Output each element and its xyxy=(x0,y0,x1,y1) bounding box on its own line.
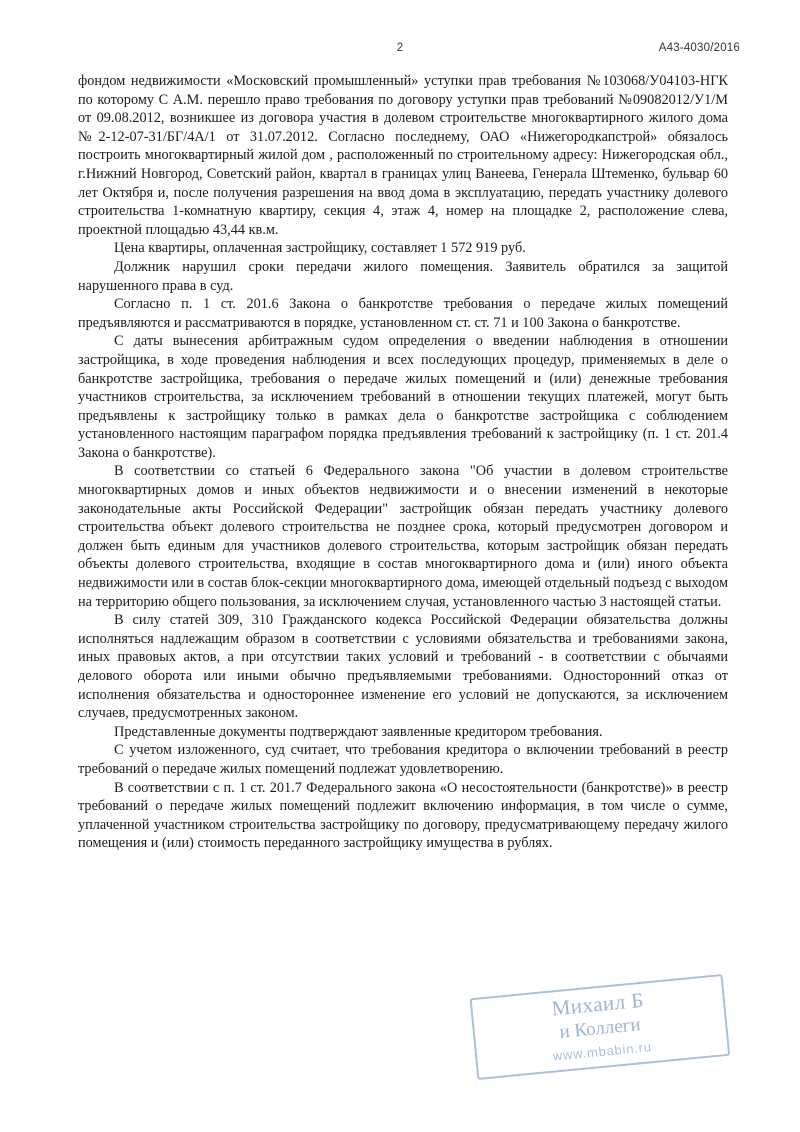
paragraph: Цена квартиры, оплаченная застройщику, составляет 1 572 919 руб. xyxy=(114,240,526,257)
page-number: 2 xyxy=(396,42,404,54)
paragraph: Должник нарушил сроки передачи жилого помещения. Заявитель обратился за защитой нарушенного права в суд. xyxy=(78,258,728,294)
page-header xyxy=(0,42,800,58)
paragraph: В соответствии с п. 1 ст. 201.7 Федерального закона «О несостоятельности (банкротстве)» в реестр требований о передаче жилых помещений подлежит включению информация, в том числе о сумме, уплаченной участником строительства застройщику по договору, предусматривающему передачу жилого помещения и (или) стоимость переданного застройщику имущества в рублях. xyxy=(78,779,728,852)
paragraph: С учетом изложенного, суд считает, что требования кредитора о включении требований в реестр требований о передаче жилых помещений подлежат удовлетворению. xyxy=(78,742,728,777)
stamp-subtitle: и Коллеги xyxy=(558,1014,642,1043)
paragraph: Представленные документы подтверждают заявленные кредитором требования. xyxy=(114,723,603,740)
stamp-url: www.mbabin.ru xyxy=(552,1039,653,1064)
paragraph: фондом недвижимости «Московский промышленный» уступки прав требования №103068/У04103-НГК по которому С А.М. перешло право требования по договору уступки прав требований №09082012/У1/М от 09.08.2012, возникшее из договора участия в долевом строительстве многоквартирного жилого дома №2-12-07-31/БГ/4А/1 от 31.07.2012. Согласно последнему, ОАО «Нижегородкапстрой» обязалось построить многоквартирный жилой дом , расположенный по строительному адресу: Нижегородская обл., г.Нижний Новгород, Советский район, квартал в границах улиц Ванеева, Генерала Штеменко, бульвар 60 лет Октября и, после получения разрешения на ввод дома в эксплуатацию, передать участнику долевого строительства 1-комнатную квартиру, секция 4, этаж 4, номер на площадке 2, расположение слева, проектной площадью 43,44 кв.м. xyxy=(78,73,728,238)
paragraph: Согласно п. 1 ст. 201.6 Закона о банкротстве требования о передаче жилых помещений предъявляются и рассматриваются в порядке, установленном ст. ст. 71 и 100 Закона о банкротстве. xyxy=(78,296,728,331)
document-body xyxy=(78,72,728,853)
stamp-border xyxy=(470,974,731,1080)
paragraph: С даты вынесения арбитражным судом определения о введении наблюдения в отношении застройщика, в ходе проведения наблюдения и всех последующих процедур, применяемых в деле о банкротстве застройщика, требования о передаче жилых помещений и (или) денежные требования участников строительства, за исключением требований в отношении текущих платежей, могут быть предъявлены к застройщику только в рамках дела о банкротстве застройщика с соблюдением установленного настоящим параграфом порядка предъявления требований к застройщику (п. 1 ст. 201.4 Закона о банкротстве). xyxy=(78,333,728,461)
paragraph: В силу статей 309, 310 Гражданского кодекса Российской Федерации обязательства должны исполняться надлежащим образом в соответствии с условиями обязательства и требованиями закона, иных правовых актов, а при отсутствии таких условий и требований - в соответствии с обычаями делового оборота или иными обычно предъявляемыми требованиями. Односторонний отказ от исполнения обязательства и одностороннее изменение его условий не допускаются, за исключением случаев, предусмотренных законом. xyxy=(78,612,728,722)
paragraph: В соответствии со статьей 6 Федерального закона "Об участии в долевом строительстве многоквартирных домов и иных объектов недвижимости и о внесении изменений в некоторые законодательные акты Российской Федерации" застройщик обязан передать участнику долевого строительства объект долевого строительства не позднее срока, который предусмотрен договором и должен быть единым для участников долевого строительства, которым застройщик обязан передать объекты долевого строительства, входящие в состав многоквартирного дома и (или) иного объекта недвижимости или в состав блок-секции многоквартирного дома, имеющей отдельный подъезд с выходом на территорию общего пользования, за исключением случая, установленного частью 3 настоящей статьи. xyxy=(78,463,728,610)
stamp-title: Михаил Б xyxy=(550,987,645,1021)
watermark-stamp xyxy=(451,964,749,1091)
case-number: А43-4030/2016 xyxy=(658,42,740,54)
